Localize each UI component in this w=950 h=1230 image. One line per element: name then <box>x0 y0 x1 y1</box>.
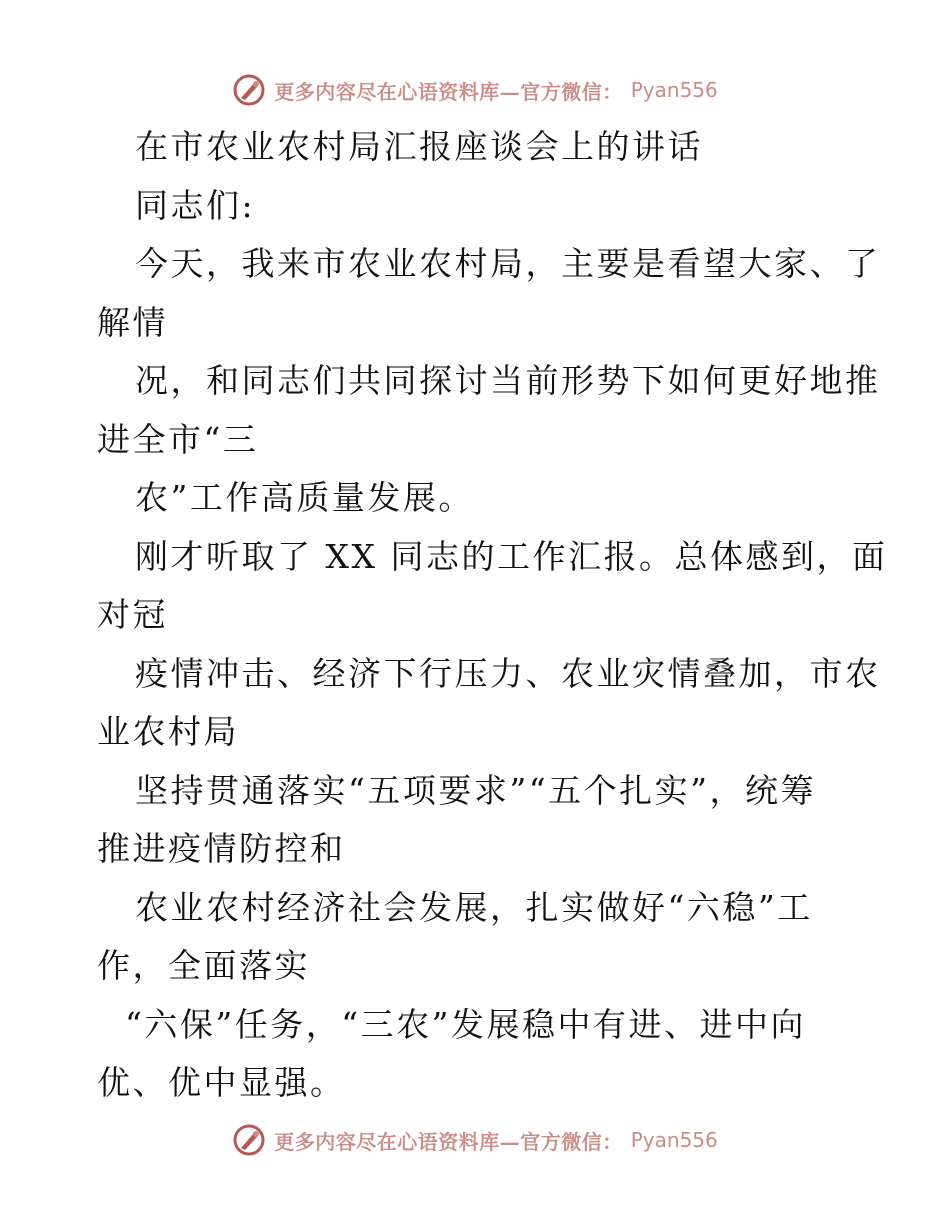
paragraph-line: 作，全面落实 <box>97 946 310 985</box>
paragraph-line: 业农村局 <box>97 712 239 751</box>
paragraph-line: 况，和同志们共同探讨当前形势下如何更好地推 <box>135 361 881 400</box>
pen-circle-logo-icon <box>232 73 266 107</box>
paragraph-line: 农”工作高质量发展。 <box>135 478 474 517</box>
header-watermark <box>0 70 950 110</box>
paragraph-line: 优、优中显强。 <box>97 1063 346 1102</box>
pen-circle-logo-icon <box>232 1123 266 1157</box>
watermark-text: 更多内容尽在心语资料库—官方微信： <box>274 79 623 104</box>
salutation: 同志们: <box>135 185 256 225</box>
paragraph-line: 推进疫情防控和 <box>97 829 346 868</box>
paragraph-line: 进全市“三 <box>97 419 259 459</box>
paragraph-line: 对冠 <box>97 595 168 634</box>
paragraph-line: 刚才听取了 XX 同志的工作汇报。总体感到，面 <box>135 536 888 576</box>
footer-watermark <box>0 1120 950 1160</box>
document-body <box>97 118 888 1113</box>
watermark-id: Pyan556 <box>630 1128 718 1152</box>
paragraph-line: 解情 <box>97 302 168 342</box>
paragraph-line: “六保”任务，“三农”发展稳中有进、进中向 <box>125 1004 806 1044</box>
watermark-id: Pyan556 <box>630 78 718 102</box>
document-title: 在市农业农村局汇报座谈会上的讲话 <box>135 127 703 166</box>
watermark-text: 更多内容尽在心语资料库—官方微信： <box>274 1129 623 1154</box>
paragraph-line: 农业农村经济社会发展，扎实做好“六稳”工 <box>135 887 813 927</box>
paragraph-line: 疫情冲击、经济下行压力、农业灾情叠加，市农 <box>135 653 881 693</box>
paragraph-line: 今天，我来市农业农村局，主要是看望大家、了 <box>135 244 881 283</box>
paragraph-line: 坚持贯通落实“五项要求”“五个扎实”，统筹 <box>135 770 816 810</box>
